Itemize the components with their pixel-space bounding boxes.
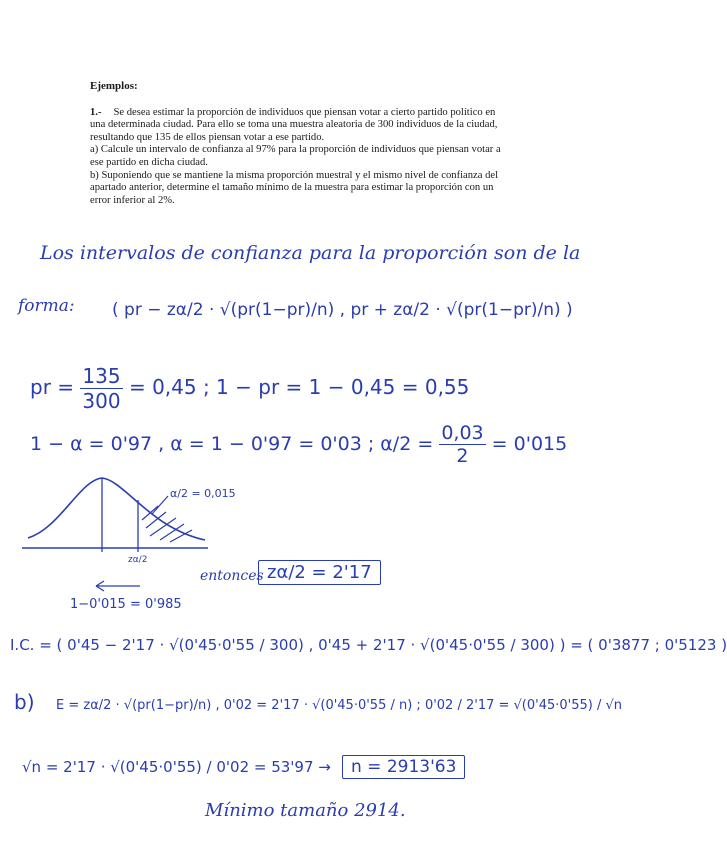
problem-number: 1.- <box>90 106 102 118</box>
minimum-size: Mínimo tamaño 2914. <box>205 800 406 821</box>
intro-line1: Los intervalos de confianza para la proporción son de la <box>40 242 581 264</box>
error-equation: E = zα/2 · √(pr(1−pr)/n) , 0'02 = 2'17 · √(0'45·0'55 / n) ; 0'02 / 2'17 = √(0'45·0'55) / √n <box>56 698 623 713</box>
part-b-label: b) <box>14 690 35 714</box>
part-a: a) Calcule un intervalo de confianza al 97% para la proporción de individuos que piensan votar a ese partido en dicha ciudad. <box>90 144 501 168</box>
ci-formula: ( pr − zα/2 · √(pr(1−pr)/n) , pr + zα/2 · √(pr(1−pr)/n) ) <box>112 300 573 320</box>
n-value: n = 2913'63 <box>342 755 465 779</box>
alpha-result: = 0'015 <box>491 433 568 455</box>
pr-denominator: 300 <box>82 389 121 413</box>
tail-label: α/2 = 0,015 <box>170 487 236 500</box>
alpha-text: 1 − α = 0'97 , α = 1 − 0'97 = 0'03 ; α/2 = <box>30 433 434 455</box>
pr-result: = 0,45 ; 1 − pr = 1 − 0,45 = 0,55 <box>128 375 470 399</box>
alpha-numerator: 0,03 <box>441 422 484 444</box>
pr-numerator: 135 <box>82 364 121 388</box>
intro-line2: forma: <box>18 296 75 316</box>
z-value: zα/2 = 2'17 <box>258 560 381 585</box>
confidence-interval: I.C. = ( 0'45 − 2'17 · √(0'45·0'55 / 300) , 0'45 + 2'17 · √(0'45·0'55 / 300) ) = ( 0'3877 ; 0'5123 ) <box>10 636 727 654</box>
alpha-denominator: 2 <box>456 445 469 467</box>
heading: Ejemplos: <box>90 80 138 92</box>
z-axis-label: zα/2 <box>128 555 148 565</box>
entonces: entonces <box>200 568 264 584</box>
sqrt-n-line: √n = 2'17 · √(0'45·0'55) / 0'02 = 53'97 → <box>22 758 331 776</box>
part-b: b) Suponiendo que se mantiene la misma proporción muestral y el mismo nivel de confianza del apartado anterior, determine el tamaño mínimo de la muestra para estimar la proporción con un error inferior al 2%. <box>90 169 499 206</box>
statement-text: Se desea estimar la proporción de individuos que piensan votar a cierto partido político en una determinada ciudad. Para ello se toma una muestra aleatoria de 300 individuos de la ciudad, resultando que 135 de ellos piensan votar a ese partido. <box>90 106 498 143</box>
pr-label: pr = <box>30 375 75 399</box>
area-label: 1−0'015 = 0'985 <box>70 597 182 612</box>
